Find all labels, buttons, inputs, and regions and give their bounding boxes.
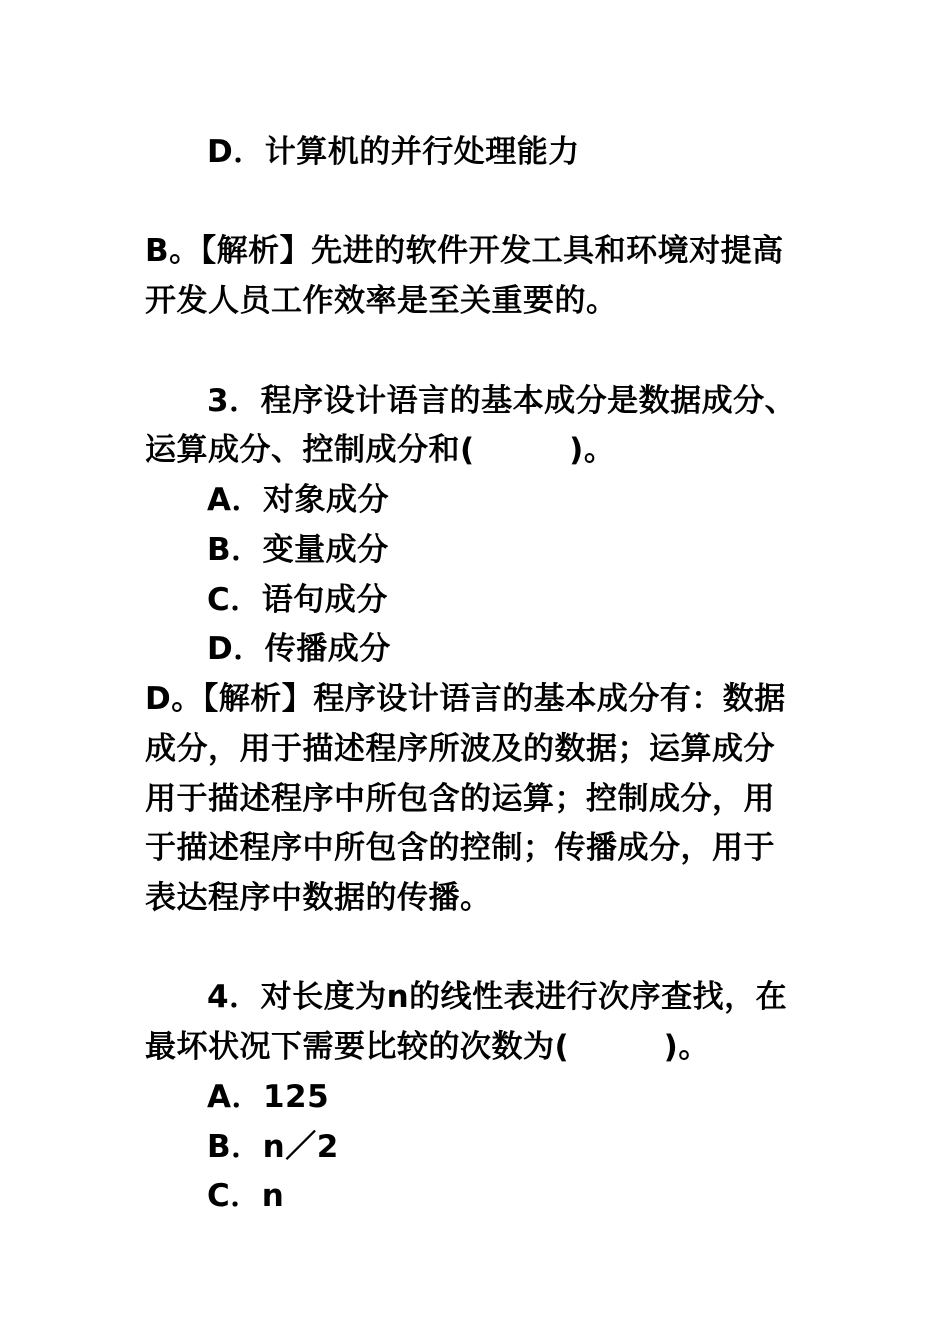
q2-option-d: D．计算机的并行处理能力 — [207, 134, 580, 170]
q2-answer-line-2: 开发人员工作效率是至关重要的。 — [145, 283, 618, 319]
q3-question-line-1: 3．程序设计语言的基本成分是数据成分、 — [207, 383, 797, 419]
q2-answer-line-1: B。【解析】先进的软件开发工具和环境对提高 — [145, 233, 784, 269]
q3-answer-line-1: D。【解析】程序设计语言的基本成分有：数据 — [145, 681, 786, 717]
q3-answer-line-4: 于描述程序中所包含的控制；传播成分，用于 — [145, 830, 775, 866]
q3-option-d: D．传播成分 — [207, 631, 391, 667]
q3-option-a: A．对象成分 — [207, 482, 389, 518]
q3-question-line-2: 运算成分、控制成分和( )。 — [145, 432, 616, 468]
q4-option-a: A．125 — [207, 1079, 330, 1115]
q4-option-b: B．n／2 — [207, 1129, 339, 1165]
q3-option-b: B．变量成分 — [207, 532, 389, 568]
q3-answer-line-3: 用于描述程序中所包含的运算；控制成分，用 — [145, 781, 775, 817]
q4-question-line-2: 最坏状况下需要比较的次数为( )。 — [145, 1029, 710, 1065]
q3-option-c: C．语句成分 — [207, 582, 388, 618]
q4-option-c: C．n — [207, 1178, 285, 1214]
q4-question-line-1: 4．对长度为n的线性表进行次序查找，在 — [207, 979, 788, 1015]
q3-answer-line-2: 成分，用于描述程序所波及的数据；运算成分 — [145, 731, 775, 767]
q3-answer-line-5: 表达程序中数据的传播。 — [145, 880, 492, 916]
